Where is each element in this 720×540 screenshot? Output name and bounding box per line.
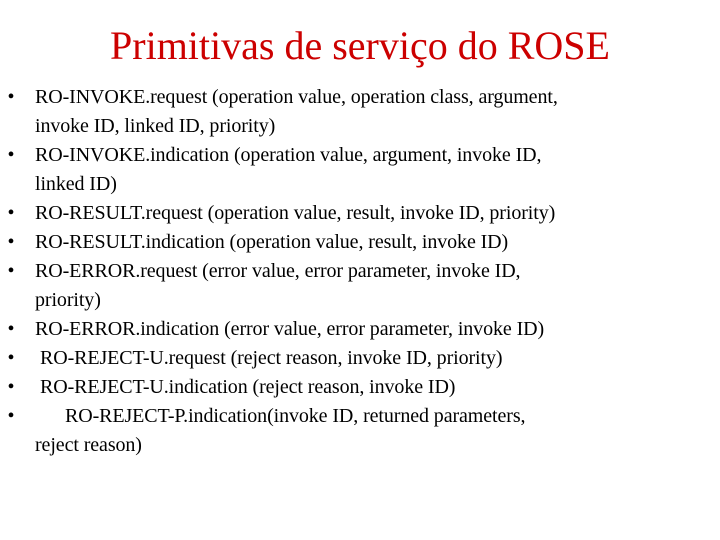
bullet-icon: • — [7, 231, 15, 253]
bullet-item-error-request — [0, 257, 720, 315]
bullet-text-line1: RO-REJECT-P.indication(invoke ID, returned parameters, — [65, 405, 526, 427]
bullet-text-line1: RO-ERROR.indication (error value, error parameter, invoke ID) — [35, 318, 545, 340]
bullet-item-invoke-indication — [0, 141, 720, 199]
bullet-item-result-indication — [0, 228, 720, 257]
bullet-icon: • — [7, 260, 15, 282]
bullet-icon: • — [7, 86, 15, 108]
bullet-icon: • — [7, 405, 15, 427]
bullet-item-invoke-request — [0, 83, 720, 141]
bullet-text-line1: RO-ERROR.request (error value, error parameter, invoke ID, — [35, 260, 521, 282]
bullet-text-line1: RO-RESULT.request (operation value, result, invoke ID, priority) — [35, 202, 556, 224]
bullet-text-line1: RO-REJECT-U.indication (reject reason, invoke ID) — [40, 376, 456, 398]
bullet-icon: • — [7, 376, 15, 398]
bullet-icon: • — [7, 144, 15, 166]
bullet-text-line1: RO-RESULT.indication (operation value, result, invoke ID) — [35, 231, 509, 253]
bullet-item-reject-p-indication — [0, 402, 720, 460]
bullet-text-line2: reject reason) — [35, 434, 142, 456]
bullet-text-line1: RO-REJECT-U.request (reject reason, invoke ID, priority) — [40, 347, 503, 369]
bullet-icon: • — [7, 202, 15, 224]
bullet-item-reject-u-indication — [0, 373, 720, 402]
bullet-text-line2: invoke ID, linked ID, priority) — [35, 115, 276, 137]
bullet-icon: • — [7, 347, 15, 369]
slide-title: Primitivas de serviço do ROSE — [110, 23, 610, 68]
bullet-text-line1: RO-INVOKE.request (operation value, operation class, argument, — [35, 86, 558, 108]
bullet-icon: • — [7, 318, 15, 340]
bullet-item-reject-u-request — [0, 344, 720, 373]
bullet-item-result-request — [0, 199, 720, 228]
bullet-text-line2: linked ID) — [35, 173, 117, 195]
bullet-text-line1: RO-INVOKE.indication (operation value, argument, invoke ID, — [35, 144, 542, 166]
bullet-list — [0, 83, 720, 460]
bullet-text-line2: priority) — [35, 289, 101, 311]
bullet-item-error-indication — [0, 315, 720, 344]
